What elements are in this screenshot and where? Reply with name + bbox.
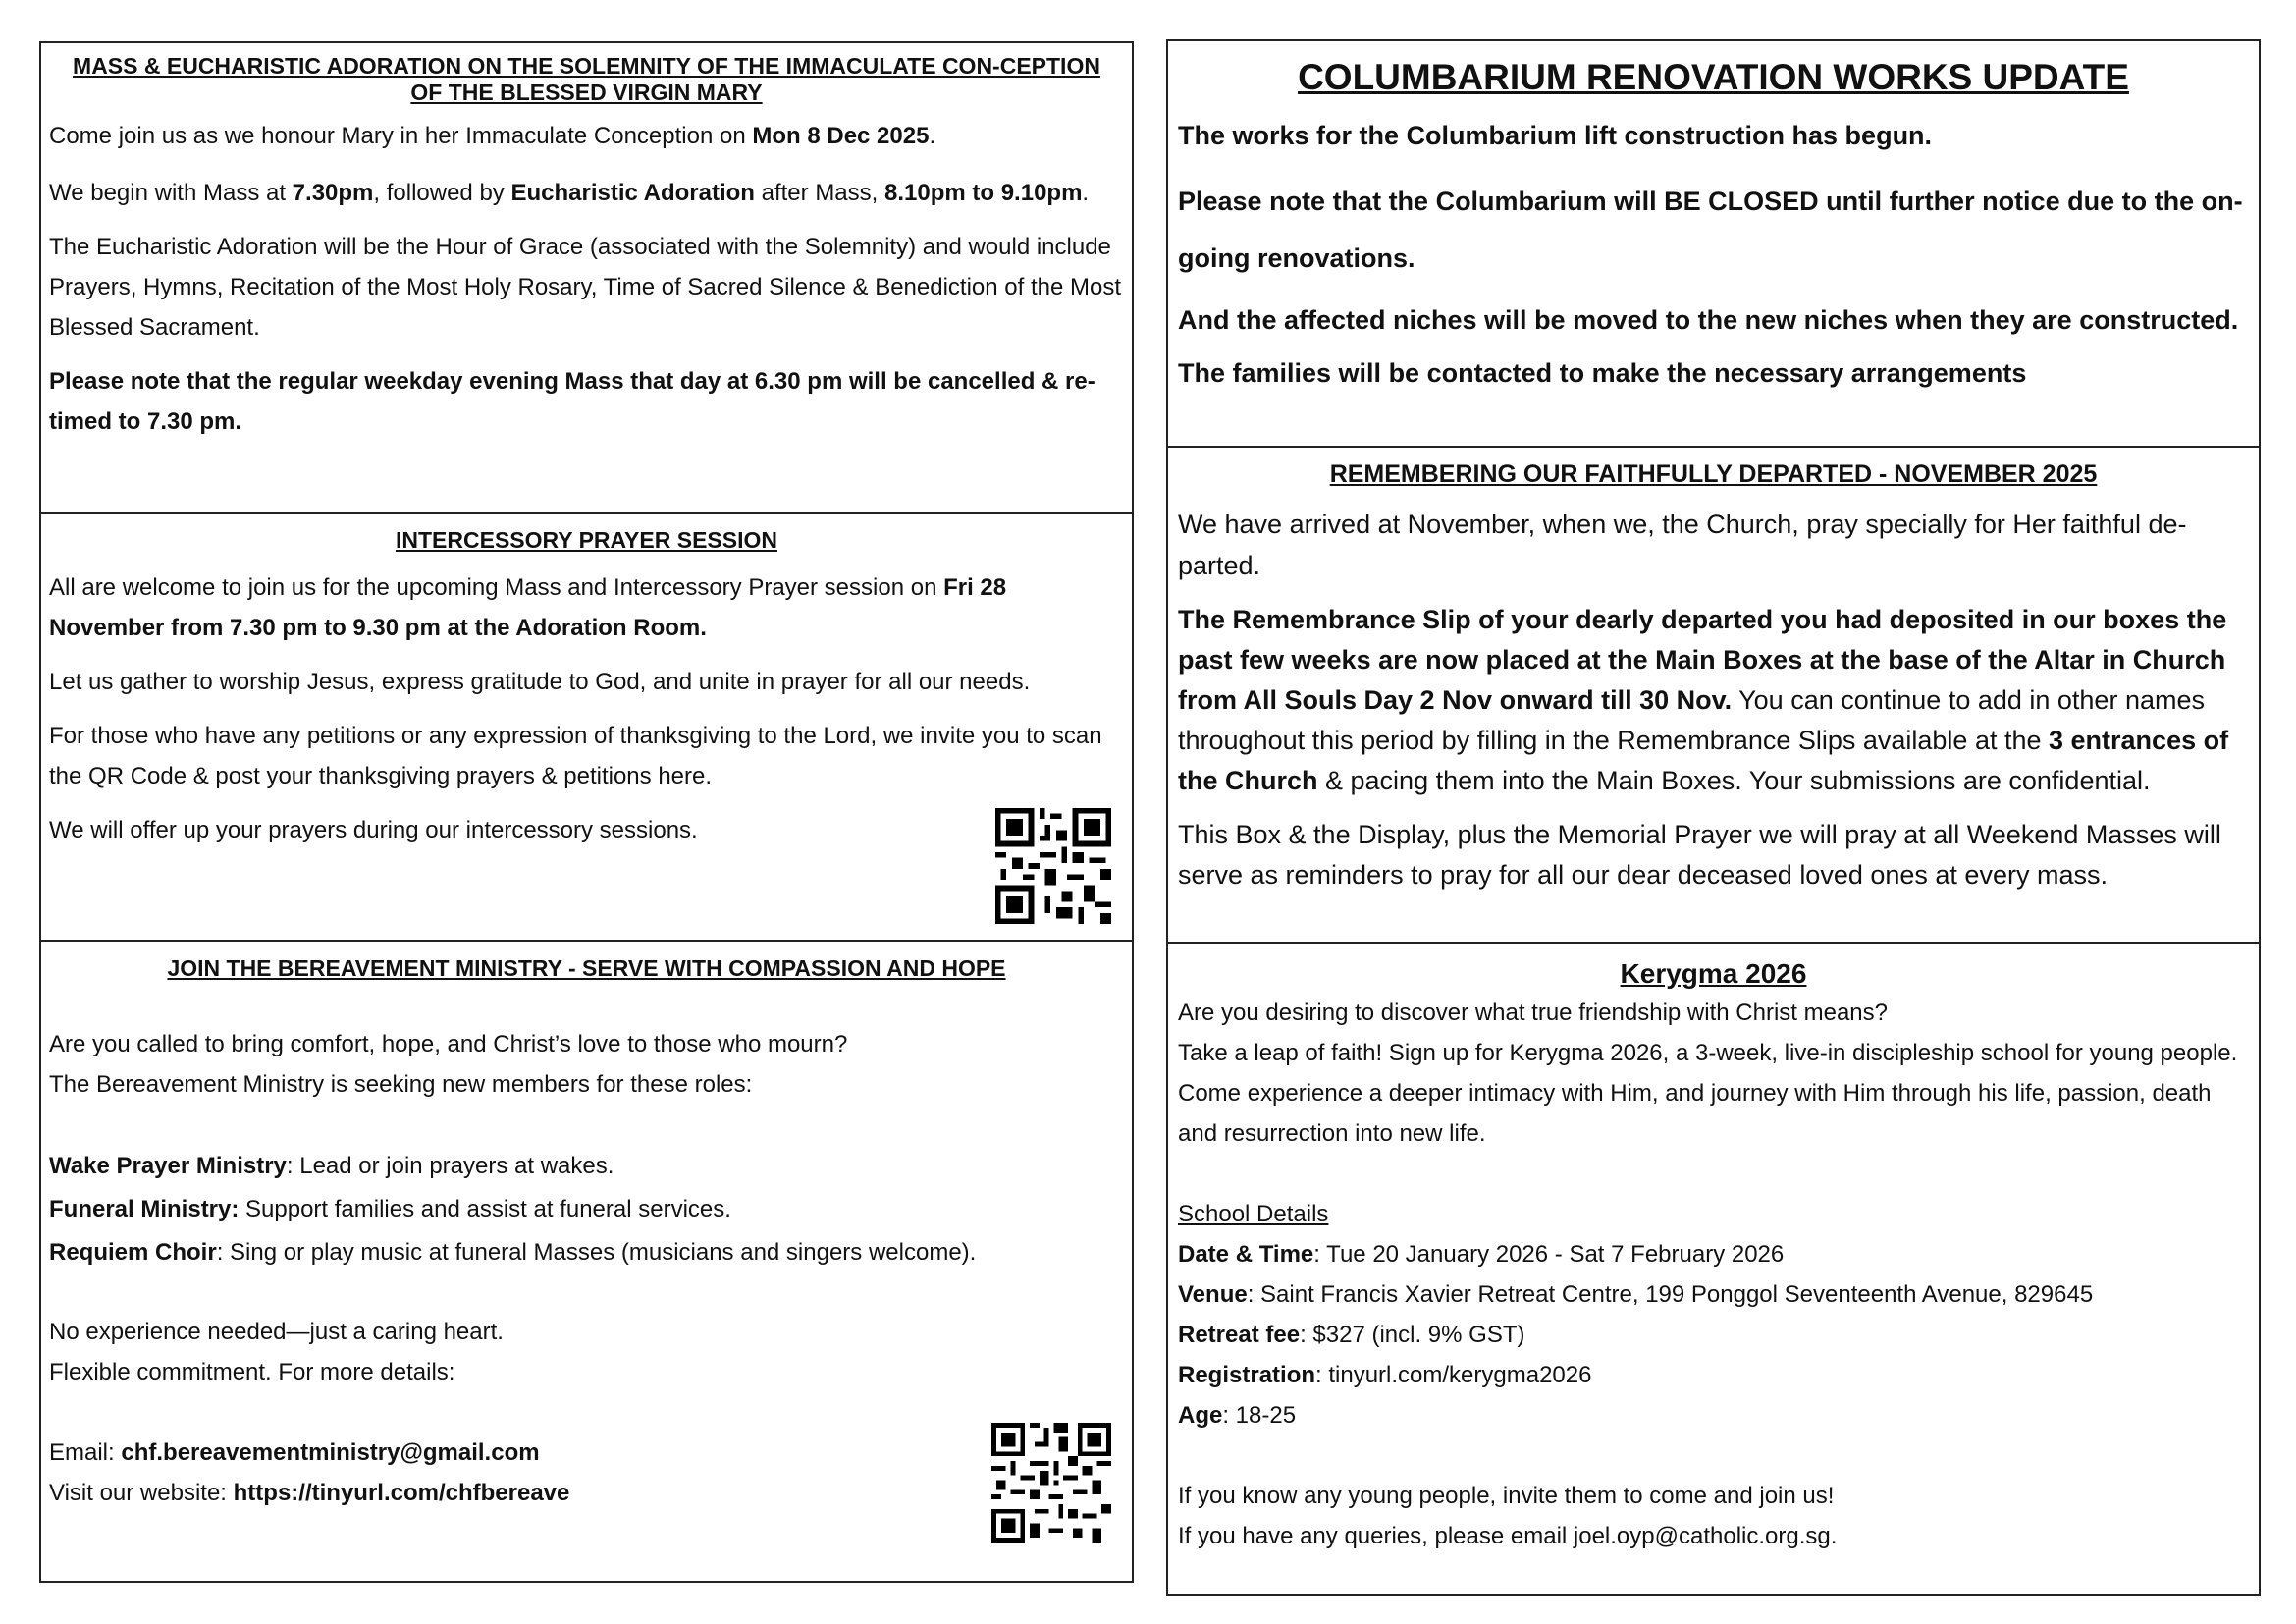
left-column [39, 41, 1134, 1583]
role-item: Wake Prayer Ministry: Lead or join prayers at wakes. [49, 1153, 614, 1179]
website-link[interactable]: https://tinyurl.com/chfbereave [233, 1480, 570, 1506]
role-item: Requiem Choir: Sing or play music at funeral Masses (musicians and singers welcome). [49, 1239, 977, 1266]
qr-code-icon [995, 808, 1111, 924]
bereavement-email: Email: chf.bereavementministry@gmail.com [49, 1439, 540, 1466]
kerygma-section [1168, 942, 2259, 1594]
detail-item: Retreat fee: $327 (incl. 9% GST) [1178, 1322, 1525, 1348]
bereavement-title: JOIN THE BEREAVEMENT MINISTRY - SERVE WITH COMPASSION AND HOPE [167, 955, 1006, 981]
detail-item: Date & Time: Tue 20 January 2026 - Sat 7 February 2026 [1178, 1241, 1785, 1268]
remembering-section [1168, 446, 2259, 942]
bereavement-intro1: Are you called to bring comfort, hope, and Christ’s love to those who mourn? [49, 1031, 848, 1057]
remembering-title: REMEMBERING OUR FAITHFULLY DEPARTED - NOVEMBER 2025 [1329, 460, 2098, 488]
columbarium-section [1168, 41, 2259, 446]
intercessory-p4: We will offer up your prayers during our intercessory sessions. [49, 817, 698, 843]
mass-p4: Please note that the regular weekday evening Mass that day at 6.30 pm will be cancelled & re-timed to 7.30 pm. [49, 368, 1095, 435]
intercessory-title: INTERCESSORY PRAYER SESSION [396, 527, 777, 553]
kerygma-details [1178, 1234, 2249, 1435]
remembering-p3: This Box & the Display, plus the Memorial Prayer we will pray at all Weekend Masses will serve as reminders to pray for all our dear deceased loved ones at every mass. [1178, 820, 2221, 890]
kerygma-title: Kerygma 2026 [1620, 958, 1807, 989]
kerygma-closing1: If you know any young people, invite them to come and join us! [1178, 1483, 1835, 1509]
intercessory-p3: For those who have any petitions or any expression of thanksgiving to the Lord, we invite you to scan the QR Code & post your thanksgiving prayers & petitions here. [49, 723, 1102, 789]
bereavement-website: Visit our website: https://tinyurl.com/chfbereave [49, 1480, 570, 1506]
detail-item: Venue: Saint Francis Xavier Retreat Centre, 199 Ponggol Seventeenth Avenue, 829645 [1178, 1281, 2094, 1308]
right-column [1166, 39, 2261, 1596]
intercessory-section [41, 512, 1132, 940]
bereavement-intro2: The Bereavement Ministry is seeking new members for these roles: [49, 1071, 753, 1098]
mass-title: MASS & EUCHARISTIC ADORATION ON THE SOLEMNITY OF THE IMMACULATE CON-CEPTION OF THE BLESSED VIRGIN MARY [73, 53, 1100, 105]
role-item: Funeral Ministry: Support families and assist at funeral services. [49, 1196, 731, 1222]
columbarium-title: COLUMBARIUM RENOVATION WORKS UPDATE [1298, 57, 2129, 97]
kerygma-p1: Are you desiring to discover what true friendship with Christ means? [1178, 1000, 1888, 1026]
kerygma-details-heading: School Details [1178, 1201, 1329, 1227]
kerygma-p2: Take a leap of faith! Sign up for Kerygma 2026, a 3-week, live-in discipleship school for young people. Come experience a deeper intimacy with Him, and journey with Him through his life, passion, death and resurrection into new life. [1178, 1040, 2238, 1147]
remembering-p2: The Remembrance Slip of your dearly departed you had deposited in our boxes the past few weeks are now placed at the Main Boxes at the base of the Altar in Church from All Souls Day 2 Nov onward till 30 Nov. You can continue to add in other names throughout this period by filling in the Remembrance Slips available at the 3 entrances of the Church & pacing them into the Main Boxes. Your submissions are confidential. [1178, 605, 2229, 795]
qr-code-icon [991, 1423, 1111, 1543]
bereavement-qr-code[interactable] [991, 1423, 1111, 1543]
kerygma-closing2: If you have any queries, please email joel.oyp@catholic.org.sg. [1178, 1523, 1838, 1549]
bereavement-note2: Flexible commitment. For more details: [49, 1359, 455, 1385]
columbarium-p2: Please note that the Columbarium will BE CLOSED until further notice due to the on-going renovations. [1178, 187, 2243, 273]
registration-link[interactable]: : tinyurl.com/kerygma2026 [1315, 1362, 1592, 1388]
columbarium-p3: And the affected niches will be moved to the new niches when they are constructed. [1178, 305, 2239, 335]
intercessory-p2: Let us gather to worship Jesus, express gratitude to God, and unite in prayer for all our needs. [49, 669, 1031, 695]
columbarium-p4: The families will be contacted to make the necessary arrangements [1178, 358, 2027, 388]
detail-item: Registration: tinyurl.com/kerygma2026 [1178, 1362, 1592, 1388]
bereavement-note1: No experience needed—just a caring heart. [49, 1319, 504, 1345]
mass-section [41, 43, 1132, 512]
mass-p2: We begin with Mass at 7.30pm, followed by Eucharistic Adoration after Mass, 8.10pm to 9.10pm. [49, 180, 1090, 206]
mass-p3: The Eucharistic Adoration will be the Hour of Grace (associated with the Solemnity) and would include Prayers, Hymns, Recitation of the Most Holy Rosary, Time of Sacred Silence & Benediction of the Most Blessed Sacrament. [49, 234, 1122, 341]
detail-item: Age: 18-25 [1178, 1402, 1297, 1429]
intercessory-qr-code[interactable] [995, 808, 1111, 924]
bereavement-roles [49, 1145, 1124, 1274]
mass-p1: Come join us as we honour Mary in her Immaculate Conception on Mon 8 Dec 2025. [49, 123, 936, 149]
email-link[interactable]: chf.bereavementministry@gmail.com [121, 1439, 540, 1466]
bereavement-section [41, 940, 1132, 1581]
columbarium-p1: The works for the Columbarium lift construction has begun. [1178, 121, 1933, 150]
intercessory-p1: All are welcome to join us for the upcoming Mass and Intercessory Prayer session on Fri 28 November from 7.30 pm to 9.30 pm at the Adoration Room. [49, 574, 1007, 641]
remembering-p1: We have arrived at November, when we, the Church, pray specially for Her faithful de-parted. [1178, 510, 2187, 580]
